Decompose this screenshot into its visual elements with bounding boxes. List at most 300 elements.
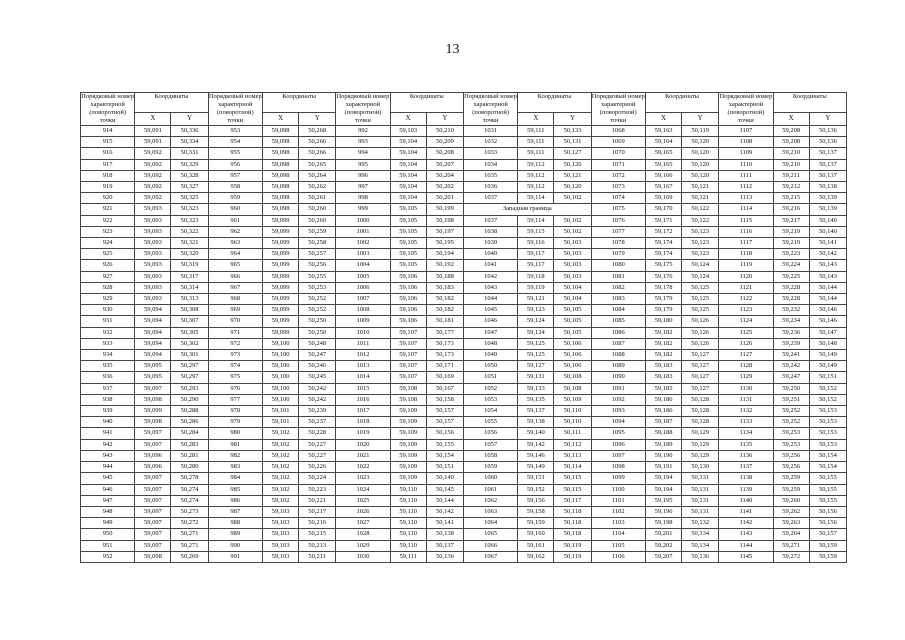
point-number-cell: 1014 <box>336 372 390 383</box>
point-number-cell: 1000 <box>336 215 390 226</box>
y-cell: 50,260 <box>299 204 336 215</box>
point-number-cell: 972 <box>208 338 262 349</box>
point-number-cell: 1145 <box>719 551 773 562</box>
x-cell: 59,180 <box>645 316 681 327</box>
x-cell: 59,097 <box>135 439 171 450</box>
point-number-cell: 967 <box>208 282 262 293</box>
point-number-cell: 1130 <box>719 383 773 394</box>
x-cell: 59,105 <box>390 249 426 260</box>
y-cell: 50,126 <box>682 316 719 327</box>
point-number-cell: 1033 <box>463 148 517 159</box>
x-cell: 59,094 <box>135 316 171 327</box>
x-cell: 59,124 <box>518 316 554 327</box>
x-cell: 59,099 <box>262 305 298 316</box>
table-row <box>81 271 847 282</box>
x-cell: 59,099 <box>262 271 298 282</box>
x-cell: 59,241 <box>773 350 809 361</box>
table-row <box>81 462 847 473</box>
y-cell: 50,105 <box>554 305 591 316</box>
point-number-cell: 1015 <box>336 383 390 394</box>
x-cell: 59,110 <box>390 540 426 551</box>
point-number-cell: 1036 <box>463 182 517 193</box>
y-cell: 50,313 <box>171 294 208 305</box>
y-cell: 50,137 <box>426 540 463 551</box>
x-cell: 59,104 <box>390 170 426 181</box>
x-cell: 59,163 <box>645 126 681 137</box>
x-cell: 59,142 <box>518 439 554 450</box>
x-cell: 59,099 <box>262 316 298 327</box>
y-cell: 50,169 <box>426 372 463 383</box>
x-cell: 59,202 <box>645 540 681 551</box>
x-cell: 59,108 <box>390 394 426 405</box>
y-cell: 50,155 <box>809 484 846 495</box>
x-cell: 59,109 <box>390 473 426 484</box>
point-number-cell: 1086 <box>591 327 645 338</box>
point-number-cell: 1061 <box>463 484 517 495</box>
point-number-cell: 1038 <box>463 226 517 237</box>
point-number-cell: 1141 <box>719 506 773 517</box>
y-cell: 50,245 <box>299 372 336 383</box>
table-row <box>81 450 847 461</box>
point-number-cell: 1076 <box>591 215 645 226</box>
point-number-cell: 1028 <box>336 529 390 540</box>
y-cell: 50,124 <box>682 260 719 271</box>
y-cell: 50,217 <box>299 506 336 517</box>
point-number-cell: 1065 <box>463 529 517 540</box>
y-cell: 50,119 <box>554 540 591 551</box>
point-number-cell: 1004 <box>336 260 390 271</box>
header-y: Y <box>554 112 591 125</box>
point-number-cell: 923 <box>81 226 135 237</box>
point-number-cell: 1089 <box>591 361 645 372</box>
x-cell: 59,105 <box>390 215 426 226</box>
point-number-cell: 1075 <box>591 204 645 215</box>
y-cell: 50,216 <box>299 518 336 529</box>
header-x: X <box>262 112 298 125</box>
point-number-cell: 1070 <box>591 148 645 159</box>
y-cell: 50,308 <box>171 305 208 316</box>
y-cell: 50,105 <box>554 327 591 338</box>
y-cell: 50,293 <box>171 383 208 394</box>
x-cell: 59,106 <box>390 294 426 305</box>
x-cell: 59,210 <box>773 148 809 159</box>
table-row <box>81 126 847 137</box>
y-cell: 50,297 <box>171 372 208 383</box>
table-row <box>81 350 847 361</box>
y-cell: 50,259 <box>299 226 336 237</box>
y-cell: 50,141 <box>809 238 846 249</box>
x-cell: 59,098 <box>262 148 298 159</box>
table-row <box>81 551 847 562</box>
y-cell: 50,156 <box>809 506 846 517</box>
y-cell: 50,121 <box>682 193 719 204</box>
point-number-cell: 915 <box>81 137 135 148</box>
point-number-cell: 1018 <box>336 417 390 428</box>
point-number-cell: 939 <box>81 406 135 417</box>
point-number-cell: 1077 <box>591 226 645 237</box>
x-cell: 59,107 <box>390 327 426 338</box>
point-number-cell: 978 <box>208 406 262 417</box>
point-number-cell: 1009 <box>336 316 390 327</box>
x-cell: 59,161 <box>518 540 554 551</box>
point-number-cell: 1125 <box>719 327 773 338</box>
x-cell: 59,103 <box>262 518 298 529</box>
x-cell: 59,102 <box>262 495 298 506</box>
x-cell: 59,133 <box>518 383 554 394</box>
y-cell: 50,138 <box>809 182 846 193</box>
y-cell: 50,288 <box>171 406 208 417</box>
y-cell: 50,113 <box>554 450 591 461</box>
x-cell: 59,201 <box>645 529 681 540</box>
point-number-cell: 917 <box>81 159 135 170</box>
y-cell: 50,138 <box>426 529 463 540</box>
point-number-cell: 1119 <box>719 260 773 271</box>
y-cell: 50,272 <box>171 518 208 529</box>
header-y: Y <box>426 112 463 125</box>
y-cell: 50,302 <box>171 338 208 349</box>
point-number-cell: 1051 <box>463 372 517 383</box>
y-cell: 50,126 <box>682 327 719 338</box>
point-number-cell: 1113 <box>719 193 773 204</box>
y-cell: 50,125 <box>682 282 719 293</box>
x-cell: 59,111 <box>518 148 554 159</box>
point-number-cell: 1136 <box>719 450 773 461</box>
x-cell: 59,102 <box>262 439 298 450</box>
y-cell: 50,331 <box>171 148 208 159</box>
y-cell: 50,146 <box>809 316 846 327</box>
x-cell: 59,186 <box>645 394 681 405</box>
y-cell: 50,284 <box>171 428 208 439</box>
point-number-cell: 925 <box>81 249 135 260</box>
y-cell: 50,121 <box>682 182 719 193</box>
point-number-cell: 1073 <box>591 182 645 193</box>
y-cell: 50,153 <box>809 406 846 417</box>
x-cell: 59,102 <box>262 462 298 473</box>
y-cell: 50,140 <box>809 215 846 226</box>
y-cell: 50,123 <box>682 238 719 249</box>
x-cell: 59,110 <box>390 529 426 540</box>
y-cell: 50,323 <box>171 204 208 215</box>
point-number-cell: 1126 <box>719 338 773 349</box>
y-cell: 50,123 <box>682 249 719 260</box>
point-number-cell: 945 <box>81 473 135 484</box>
y-cell: 50,336 <box>171 126 208 137</box>
point-number-cell: 971 <box>208 327 262 338</box>
point-number-cell: 981 <box>208 439 262 450</box>
x-cell: 59,116 <box>518 238 554 249</box>
y-cell: 50,250 <box>299 316 336 327</box>
point-number-cell: 1067 <box>463 551 517 562</box>
y-cell: 50,127 <box>682 383 719 394</box>
x-cell: 59,188 <box>645 428 681 439</box>
point-number-cell: 958 <box>208 182 262 193</box>
y-cell: 50,274 <box>171 484 208 495</box>
y-cell: 50,136 <box>682 551 719 562</box>
point-number-cell: 1052 <box>463 383 517 394</box>
x-cell: 59,104 <box>390 148 426 159</box>
x-cell: 59,093 <box>135 226 171 237</box>
table-row <box>81 137 847 148</box>
x-cell: 59,175 <box>645 260 681 271</box>
y-cell: 50,102 <box>554 215 591 226</box>
y-cell: 50,286 <box>171 417 208 428</box>
point-number-cell: 1037 <box>463 193 517 204</box>
y-cell: 50,115 <box>554 484 591 495</box>
y-cell: 50,119 <box>554 551 591 562</box>
point-number-cell: 1066 <box>463 540 517 551</box>
x-cell: 59,098 <box>262 182 298 193</box>
point-number-cell: 1027 <box>336 518 390 529</box>
x-cell: 59,103 <box>262 540 298 551</box>
x-cell: 59,110 <box>390 484 426 495</box>
y-cell: 50,121 <box>554 170 591 181</box>
point-number-cell: 1010 <box>336 327 390 338</box>
x-cell: 59,198 <box>645 518 681 529</box>
x-cell: 59,110 <box>390 506 426 517</box>
x-cell: 59,109 <box>390 406 426 417</box>
x-cell: 59,174 <box>645 238 681 249</box>
point-number-cell: 1045 <box>463 305 517 316</box>
point-number-cell: 1112 <box>719 182 773 193</box>
point-number-cell: 963 <box>208 238 262 249</box>
x-cell: 59,262 <box>773 506 809 517</box>
point-number-cell: 960 <box>208 204 262 215</box>
y-cell: 50,322 <box>171 226 208 237</box>
table-row <box>81 383 847 394</box>
header-coordinates: Координаты <box>645 93 718 113</box>
y-cell: 50,253 <box>299 282 336 293</box>
table-row <box>81 182 847 193</box>
y-cell: 50,221 <box>299 495 336 506</box>
x-cell: 59,165 <box>645 148 681 159</box>
point-number-cell: 931 <box>81 316 135 327</box>
point-number-cell: 964 <box>208 249 262 260</box>
y-cell: 50,182 <box>426 294 463 305</box>
point-number-cell: 1131 <box>719 394 773 405</box>
point-number-cell: 1093 <box>591 406 645 417</box>
point-number-cell: 1043 <box>463 282 517 293</box>
y-cell: 50,246 <box>299 361 336 372</box>
y-cell: 50,119 <box>682 126 719 137</box>
y-cell: 50,210 <box>426 126 463 137</box>
y-cell: 50,127 <box>682 361 719 372</box>
point-number-cell: 1021 <box>336 450 390 461</box>
y-cell: 50,328 <box>171 170 208 181</box>
x-cell: 59,107 <box>390 338 426 349</box>
x-cell: 59,100 <box>262 394 298 405</box>
point-number-cell: 1110 <box>719 159 773 170</box>
x-cell: 59,093 <box>135 204 171 215</box>
y-cell: 50,128 <box>682 406 719 417</box>
point-number-cell: 1103 <box>591 518 645 529</box>
point-number-cell: 943 <box>81 450 135 461</box>
y-cell: 50,108 <box>554 383 591 394</box>
point-number-cell: 957 <box>208 170 262 181</box>
y-cell: 50,141 <box>426 518 463 529</box>
point-number-cell: 1074 <box>591 193 645 204</box>
point-number-cell: 1091 <box>591 383 645 394</box>
point-number-cell: 926 <box>81 260 135 271</box>
point-number-cell: 1035 <box>463 170 517 181</box>
x-cell: 59,152 <box>518 484 554 495</box>
y-cell: 50,143 <box>809 260 846 271</box>
point-number-cell: 929 <box>81 294 135 305</box>
x-cell: 59,127 <box>518 361 554 372</box>
x-cell: 59,094 <box>135 350 171 361</box>
y-cell: 50,192 <box>426 260 463 271</box>
point-number-cell: 1007 <box>336 294 390 305</box>
table-row <box>81 260 847 271</box>
x-cell: 59,251 <box>773 394 809 405</box>
y-cell: 50,301 <box>171 350 208 361</box>
x-cell: 59,112 <box>518 159 554 170</box>
y-cell: 50,122 <box>682 215 719 226</box>
y-cell: 50,118 <box>554 506 591 517</box>
y-cell: 50,319 <box>171 260 208 271</box>
x-cell: 59,119 <box>518 282 554 293</box>
point-number-cell: 933 <box>81 338 135 349</box>
x-cell: 59,183 <box>645 361 681 372</box>
header-point-number: Порядковый номер характерной (поворотной) точки <box>336 93 390 124</box>
y-cell: 50,103 <box>554 260 591 271</box>
x-cell: 59,208 <box>773 137 809 148</box>
table-row <box>81 148 847 159</box>
point-number-cell: 1048 <box>463 338 517 349</box>
table-row <box>81 170 847 181</box>
y-cell: 50,197 <box>426 226 463 237</box>
y-cell: 50,199 <box>426 204 463 215</box>
x-cell: 59,250 <box>773 383 809 394</box>
y-cell: 50,152 <box>809 394 846 405</box>
point-number-cell: 1101 <box>591 495 645 506</box>
point-number-cell: 985 <box>208 484 262 495</box>
x-cell: 59,097 <box>135 540 171 551</box>
x-cell: 59,272 <box>773 551 809 562</box>
x-cell: 59,096 <box>135 462 171 473</box>
point-number-cell: 1124 <box>719 316 773 327</box>
header-coordinates: Координаты <box>135 93 208 113</box>
y-cell: 50,317 <box>171 271 208 282</box>
point-number-cell: 1068 <box>591 126 645 137</box>
point-number-cell: 1092 <box>591 394 645 405</box>
x-cell: 59,187 <box>645 417 681 428</box>
y-cell: 50,266 <box>299 137 336 148</box>
point-number-cell: 1022 <box>336 462 390 473</box>
x-cell: 59,121 <box>518 294 554 305</box>
point-number-cell: 1029 <box>336 540 390 551</box>
y-cell: 50,144 <box>809 294 846 305</box>
point-number-cell: 1108 <box>719 137 773 148</box>
y-cell: 50,261 <box>299 193 336 204</box>
y-cell: 50,142 <box>809 249 846 260</box>
x-cell: 59,149 <box>518 462 554 473</box>
y-cell: 50,156 <box>809 518 846 529</box>
point-number-cell: 1034 <box>463 159 517 170</box>
x-cell: 59,107 <box>390 361 426 372</box>
y-cell: 50,156 <box>426 428 463 439</box>
header-point-number: Порядковый номер характерной (поворотной) точки <box>81 93 135 124</box>
y-cell: 50,104 <box>554 294 591 305</box>
table-row <box>81 215 847 226</box>
table-row <box>81 540 847 551</box>
x-cell: 59,109 <box>390 450 426 461</box>
x-cell: 59,098 <box>262 204 298 215</box>
point-number-cell: 1090 <box>591 372 645 383</box>
point-number-cell: 1087 <box>591 338 645 349</box>
x-cell: 59,106 <box>390 316 426 327</box>
x-cell: 59,131 <box>518 372 554 383</box>
x-cell: 59,123 <box>518 305 554 316</box>
y-cell: 50,117 <box>554 495 591 506</box>
y-cell: 50,201 <box>426 193 463 204</box>
x-cell: 59,093 <box>135 215 171 226</box>
y-cell: 50,188 <box>426 271 463 282</box>
point-number-cell: 1069 <box>591 137 645 148</box>
x-cell: 59,191 <box>645 462 681 473</box>
y-cell: 50,147 <box>809 327 846 338</box>
x-cell: 59,102 <box>262 484 298 495</box>
y-cell: 50,127 <box>682 350 719 361</box>
y-cell: 50,114 <box>554 462 591 473</box>
x-cell: 59,263 <box>773 518 809 529</box>
y-cell: 50,195 <box>426 238 463 249</box>
x-cell: 59,100 <box>262 350 298 361</box>
y-cell: 50,145 <box>426 484 463 495</box>
point-number-cell: 951 <box>81 540 135 551</box>
y-cell: 50,228 <box>299 428 336 439</box>
x-cell: 59,212 <box>773 182 809 193</box>
point-number-cell: 998 <box>336 193 390 204</box>
x-cell: 59,101 <box>262 406 298 417</box>
table-row <box>81 495 847 506</box>
point-number-cell: 966 <box>208 271 262 282</box>
point-number-cell: 1030 <box>336 551 390 562</box>
point-number-cell: 927 <box>81 271 135 282</box>
point-number-cell: 921 <box>81 204 135 215</box>
point-number-cell: 938 <box>81 394 135 405</box>
y-cell: 50,202 <box>426 182 463 193</box>
point-number-cell: 999 <box>336 204 390 215</box>
point-number-cell: 986 <box>208 495 262 506</box>
y-cell: 50,144 <box>809 282 846 293</box>
point-number-cell: 1122 <box>719 294 773 305</box>
x-cell: 59,159 <box>518 518 554 529</box>
point-number-cell: 1011 <box>336 338 390 349</box>
y-cell: 50,223 <box>299 484 336 495</box>
x-cell: 59,112 <box>518 170 554 181</box>
y-cell: 50,157 <box>809 529 846 540</box>
x-cell: 59,174 <box>645 249 681 260</box>
y-cell: 50,154 <box>809 450 846 461</box>
x-cell: 59,208 <box>773 126 809 137</box>
x-cell: 59,185 <box>645 383 681 394</box>
x-cell: 59,194 <box>645 484 681 495</box>
y-cell: 50,248 <box>299 338 336 349</box>
point-number-cell: 1084 <box>591 305 645 316</box>
x-cell: 59,098 <box>262 126 298 137</box>
x-cell: 59,115 <box>518 226 554 237</box>
y-cell: 50,136 <box>426 551 463 562</box>
point-number-cell: 1094 <box>591 417 645 428</box>
x-cell: 59,092 <box>135 182 171 193</box>
x-cell: 59,211 <box>773 170 809 181</box>
point-number-cell: 1062 <box>463 495 517 506</box>
header-x: X <box>645 112 681 125</box>
point-number-cell: 914 <box>81 126 135 137</box>
y-cell: 50,242 <box>299 383 336 394</box>
y-cell: 50,149 <box>809 350 846 361</box>
y-cell: 50,125 <box>682 294 719 305</box>
